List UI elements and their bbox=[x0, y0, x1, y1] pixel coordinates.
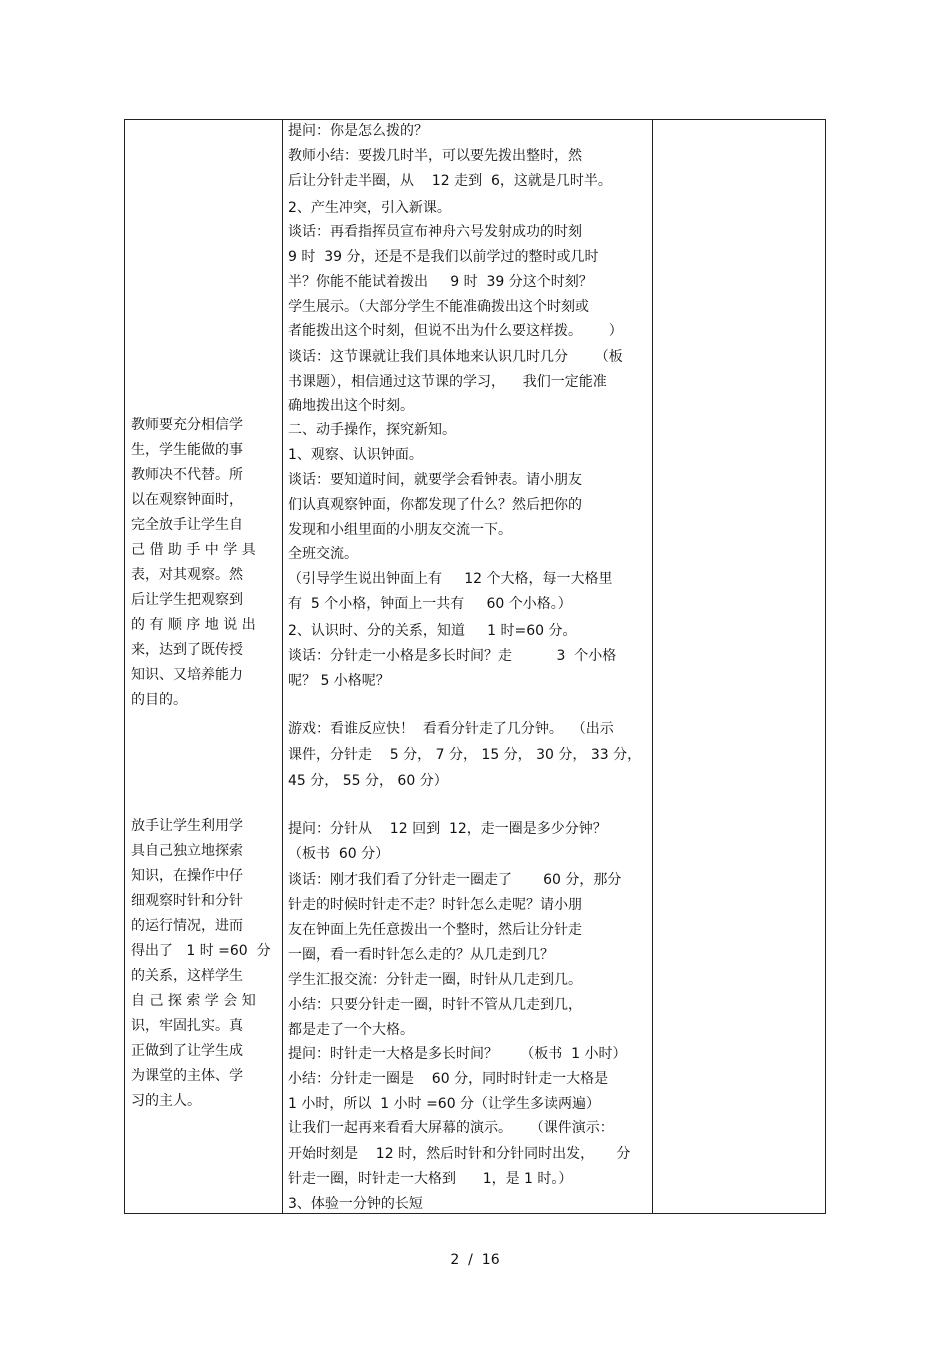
empty-remarks-column bbox=[652, 120, 827, 1213]
note-line: 放手让学生利用学 bbox=[131, 818, 243, 834]
content-line: 者能拨出这个时刻，但说不出为什么要这样拨。 ） bbox=[288, 323, 623, 339]
content-line: 课件，分针走 5 分， 7 分， 15 分， 30 分， 33 分， bbox=[288, 747, 642, 763]
note-line: 的关系，这样学生 bbox=[131, 968, 243, 984]
content-line: 们认真观察钟面，你都发现了什么？然后把你的 bbox=[288, 497, 582, 513]
content-line: 9 时 39 分，还是不是我们以前学过的整时或几时 bbox=[288, 249, 599, 265]
content-line: 谈话：这节课就让我们具体地来认识几时几分 （板 bbox=[288, 349, 623, 365]
content-line: 2、认识时、分的关系，知道 1 时=60 分。 bbox=[288, 623, 577, 639]
note-line: 己 借 助 手 中 学 具 bbox=[131, 542, 256, 558]
content-line: 让我们一起再来看看大屏幕的演示。 （课件演示： bbox=[288, 1120, 614, 1136]
content-line: 谈话：再看指挥员宣布神舟六号发射成功的时刻 bbox=[288, 224, 582, 240]
content-line: 一圈，看一看时针怎么走的？从几走到几？ bbox=[288, 947, 554, 963]
content-line: 友在钟面上先任意拨出一个整时，然后让分针走 bbox=[288, 922, 582, 938]
content-line: 1 小时，所以 1 小时 =60 分（让学生多读两遍） bbox=[288, 1096, 601, 1112]
note-line: 教师要充分相信学 bbox=[131, 417, 243, 433]
content-line: 后让分针走半圈，从 12 走到 6，这就是几时半。 bbox=[288, 173, 612, 189]
content-line: （板书 60 分） bbox=[288, 846, 390, 862]
content-line: 呢？ 5 小格呢？ bbox=[288, 673, 390, 689]
content-line: 45 分， 55 分， 60 分） bbox=[288, 773, 448, 789]
content-line: 1、观察、认识钟面。 bbox=[288, 447, 423, 463]
content-line: 谈话：刚才我们看了分针走一圈走了 60 分，那分 bbox=[288, 872, 622, 888]
content-line: 针走一圈，时针走一大格到 1，是 1 时。） bbox=[288, 1171, 573, 1187]
note-line: 知识、又培养能力 bbox=[131, 667, 243, 683]
note-line: 的 有 顺 序 地 说 出 bbox=[131, 617, 256, 633]
content-line: 全班交流。 bbox=[288, 546, 358, 562]
content-line: 发现和小组里面的小朋友交流一下。 bbox=[288, 522, 512, 538]
content-line: 确地拨出这个时刻。 bbox=[288, 398, 414, 414]
content-line: 游戏：看谁反应快！ 看看分针走了几分钟。 （出示 bbox=[288, 721, 614, 737]
content-line: 提问：时针走一大格是多长时间？ （板书 1 小时） bbox=[288, 1046, 627, 1062]
note-line: 正做到了让学生成 bbox=[131, 1043, 243, 1059]
note-line: 完全放手让学生自 bbox=[131, 517, 243, 533]
content-line: 谈话：要知道时间，就要学会看钟表。请小朋友 bbox=[288, 472, 582, 488]
content-line: 开始时刻是 12 时，然后时针和分针同时出发， 分 bbox=[288, 1146, 631, 1162]
note-line: 知识，在操作中仔 bbox=[131, 868, 243, 884]
content-line: 小结：只要分针走一圈，时针不管从几走到几， bbox=[288, 997, 582, 1013]
note-line: 得出了 1 时 =60 分 bbox=[131, 943, 271, 959]
content-line: 教师小结：要拨几时半，可以要先拨出整时，然 bbox=[288, 148, 582, 164]
content-line: 都是走了一个大格。 bbox=[288, 1022, 414, 1038]
column-divider bbox=[282, 120, 283, 1213]
page-number: 2 / 16 bbox=[450, 1252, 500, 1268]
note-line: 的运行情况，进而 bbox=[131, 918, 243, 934]
content-line: 提问：分针从 12 回到 12，走一圈是多少分钟？ bbox=[288, 821, 607, 837]
note-line: 为课堂的主体、学 bbox=[131, 1068, 243, 1084]
note-line: 表，对其观察。然 bbox=[131, 567, 243, 583]
content-line: 谈话：分针走一小格是多长时间？走 3 个小格 bbox=[288, 648, 617, 664]
content-line: 学生展示。（大部分学生不能准确拨出这个时刻或 bbox=[288, 299, 589, 315]
content-line: 书课题），相信通过这节课的学习， 我们一定能准 bbox=[288, 374, 607, 390]
note-line: 细观察时针和分针 bbox=[131, 893, 243, 909]
note-line: 识，牢固扎实。真 bbox=[131, 1018, 243, 1034]
content-line: 有 5 个小格，钟面上一共有 60 个小格。） bbox=[288, 596, 572, 612]
note-line: 自 己 探 索 学 会 知 bbox=[131, 993, 256, 1009]
note-line: 具自己独立地探索 bbox=[131, 843, 243, 859]
note-line: 后让学生把观察到 bbox=[131, 592, 243, 608]
lesson-plan-table bbox=[124, 119, 826, 1214]
content-line: （引导学生说出钟面上有 12 个大格，每一大格里 bbox=[288, 571, 613, 587]
content-line: 3、体验一分钟的长短 bbox=[288, 1196, 423, 1212]
content-line: 半？你能不能试着拨出 9 时 39 分这个时刻？ bbox=[288, 274, 593, 290]
note-line: 以在观察钟面时， bbox=[131, 492, 243, 508]
note-line: 教师决不代替。所 bbox=[131, 467, 243, 483]
content-line: 2、产生冲突，引入新课。 bbox=[288, 200, 451, 216]
content-line: 针走的时候时针走不走？时针怎么走呢？请小朋 bbox=[288, 897, 582, 913]
content-line: 小结：分针走一圈是 60 分，同时时针走一大格是 bbox=[288, 1071, 609, 1087]
note-line: 习的主人。 bbox=[131, 1093, 201, 1109]
note-line: 生，学生能做的事 bbox=[131, 442, 243, 458]
content-line: 提问：你是怎么拨的？ bbox=[288, 123, 428, 139]
content-line: 学生汇报交流：分针走一圈，时针从几走到几。 bbox=[288, 972, 582, 988]
note-line: 来，达到了既传授 bbox=[131, 642, 243, 658]
note-line: 的目的。 bbox=[131, 692, 187, 708]
content-line: 二、动手操作，探究新知。 bbox=[288, 422, 456, 438]
